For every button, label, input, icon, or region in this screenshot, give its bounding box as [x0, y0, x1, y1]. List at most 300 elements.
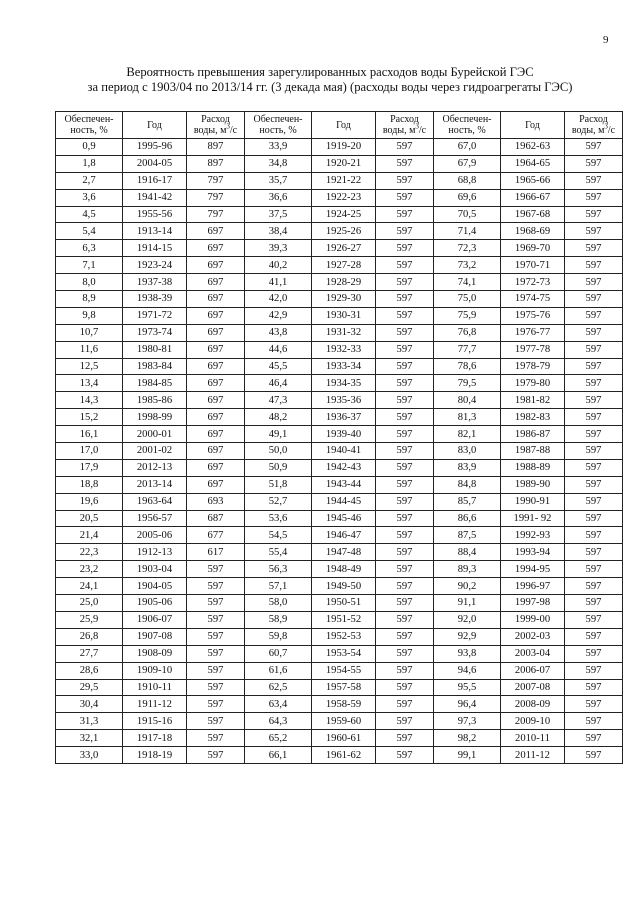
cell-flow: 597 [565, 223, 623, 240]
table-row [56, 662, 623, 679]
table-row [56, 206, 623, 223]
cell-flow: 597 [565, 595, 623, 612]
cell-probability: 33,9 [245, 139, 312, 156]
cell-year: 1904-05 [123, 578, 187, 595]
cell-flow: 597 [376, 611, 434, 628]
cell-year: 1926-27 [312, 240, 376, 257]
cell-year: 1971-72 [123, 307, 187, 324]
cell-probability: 61,6 [245, 662, 312, 679]
header-probability: Обеспечен- ность, % [56, 112, 123, 139]
cell-flow: 597 [565, 392, 623, 409]
cell-probability: 23,2 [56, 561, 123, 578]
cell-year: 1966-67 [501, 189, 565, 206]
cell-year: 1946-47 [312, 527, 376, 544]
cell-probability: 22,3 [56, 544, 123, 561]
cell-flow: 597 [187, 730, 245, 747]
cell-probability: 75,0 [434, 291, 501, 308]
cell-flow: 597 [187, 747, 245, 764]
cell-probability: 58,9 [245, 611, 312, 628]
cell-probability: 4,5 [56, 206, 123, 223]
probability-table [55, 111, 623, 764]
cell-flow: 697 [187, 240, 245, 257]
cell-probability: 53,6 [245, 510, 312, 527]
cell-probability: 50,9 [245, 459, 312, 476]
cell-probability: 85,7 [434, 493, 501, 510]
cell-year: 1984-85 [123, 375, 187, 392]
cell-flow: 597 [376, 561, 434, 578]
cell-year: 1934-35 [312, 375, 376, 392]
cell-probability: 15,2 [56, 409, 123, 426]
cell-probability: 33,0 [56, 747, 123, 764]
cell-probability: 7,1 [56, 257, 123, 274]
table-row [56, 713, 623, 730]
cell-flow: 597 [376, 206, 434, 223]
cell-flow: 597 [376, 662, 434, 679]
cell-probability: 58,0 [245, 595, 312, 612]
cell-year: 1990-91 [501, 493, 565, 510]
cell-flow: 597 [565, 172, 623, 189]
cell-year: 1982-83 [501, 409, 565, 426]
cell-flow: 597 [565, 561, 623, 578]
cell-flow: 597 [376, 459, 434, 476]
cell-year: 1999-00 [501, 611, 565, 628]
cell-probability: 71,4 [434, 223, 501, 240]
cell-probability: 97,3 [434, 713, 501, 730]
cell-probability: 55,4 [245, 544, 312, 561]
cell-probability: 67,0 [434, 139, 501, 156]
cell-flow: 597 [376, 645, 434, 662]
cell-flow: 797 [187, 189, 245, 206]
cell-year: 1931-32 [312, 324, 376, 341]
cell-year: 1939-40 [312, 426, 376, 443]
cell-flow: 597 [565, 747, 623, 764]
table-row [56, 443, 623, 460]
header-probability: Обеспечен- ность, % [434, 112, 501, 139]
cell-year: 1929-30 [312, 291, 376, 308]
cell-flow: 597 [565, 274, 623, 291]
cell-year: 2013-14 [123, 476, 187, 493]
cell-probability: 89,3 [434, 561, 501, 578]
cell-probability: 16,1 [56, 426, 123, 443]
cell-probability: 5,4 [56, 223, 123, 240]
cell-flow: 697 [187, 392, 245, 409]
cell-year: 1932-33 [312, 341, 376, 358]
cell-year: 1980-81 [123, 341, 187, 358]
cell-flow: 697 [187, 223, 245, 240]
cell-probability: 29,5 [56, 679, 123, 696]
cell-year: 1936-37 [312, 409, 376, 426]
cell-year: 1953-54 [312, 645, 376, 662]
cell-year: 1985-86 [123, 392, 187, 409]
table-row [56, 139, 623, 156]
cell-year: 1962-63 [501, 139, 565, 156]
cell-year: 1907-08 [123, 628, 187, 645]
cell-flow: 597 [565, 510, 623, 527]
cell-year: 1910-11 [123, 679, 187, 696]
cell-year: 1997-98 [501, 595, 565, 612]
cell-probability: 9,8 [56, 307, 123, 324]
cell-flow: 597 [376, 341, 434, 358]
cell-year: 1917-18 [123, 730, 187, 747]
cell-flow: 697 [187, 426, 245, 443]
cell-probability: 27,7 [56, 645, 123, 662]
cell-probability: 34,8 [245, 155, 312, 172]
cell-probability: 64,3 [245, 713, 312, 730]
table-row [56, 747, 623, 764]
cell-flow: 693 [187, 493, 245, 510]
cell-flow: 597 [565, 155, 623, 172]
cell-year: 1927-28 [312, 257, 376, 274]
cell-year: 1975-76 [501, 307, 565, 324]
cell-year: 1906-07 [123, 611, 187, 628]
cell-year: 1952-53 [312, 628, 376, 645]
cell-year: 2002-03 [501, 628, 565, 645]
cell-probability: 42,9 [245, 307, 312, 324]
cell-flow: 597 [565, 662, 623, 679]
cell-year: 1981-82 [501, 392, 565, 409]
cell-probability: 32,1 [56, 730, 123, 747]
cell-year: 1945-46 [312, 510, 376, 527]
cell-year: 1924-25 [312, 206, 376, 223]
cell-flow: 597 [187, 713, 245, 730]
cell-year: 1911-12 [123, 696, 187, 713]
cell-probability: 8,9 [56, 291, 123, 308]
cell-probability: 54,5 [245, 527, 312, 544]
cell-probability: 94,6 [434, 662, 501, 679]
cell-flow: 597 [376, 527, 434, 544]
cell-year: 1935-36 [312, 392, 376, 409]
cell-probability: 86,6 [434, 510, 501, 527]
cell-year: 1908-09 [123, 645, 187, 662]
cell-flow: 597 [187, 561, 245, 578]
cell-year: 1922-23 [312, 189, 376, 206]
cell-probability: 12,5 [56, 358, 123, 375]
cell-year: 2011-12 [501, 747, 565, 764]
cell-flow: 597 [187, 595, 245, 612]
cell-year: 1965-66 [501, 172, 565, 189]
cell-year: 1915-16 [123, 713, 187, 730]
cell-flow: 597 [376, 595, 434, 612]
cell-probability: 84,8 [434, 476, 501, 493]
table-header-row [56, 112, 623, 139]
cell-year: 1976-77 [501, 324, 565, 341]
cell-probability: 77,7 [434, 341, 501, 358]
cell-probability: 59,8 [245, 628, 312, 645]
cell-probability: 82,1 [434, 426, 501, 443]
cell-year: 1986-87 [501, 426, 565, 443]
cell-flow: 597 [565, 409, 623, 426]
cell-year: 2007-08 [501, 679, 565, 696]
cell-flow: 597 [376, 291, 434, 308]
cell-year: 2005-06 [123, 527, 187, 544]
cell-year: 2012-13 [123, 459, 187, 476]
cell-probability: 43,8 [245, 324, 312, 341]
cell-flow: 597 [565, 459, 623, 476]
cell-flow: 617 [187, 544, 245, 561]
cell-year: 2006-07 [501, 662, 565, 679]
cell-flow: 597 [187, 662, 245, 679]
cell-probability: 24,1 [56, 578, 123, 595]
cell-flow: 597 [565, 713, 623, 730]
cell-probability: 1,8 [56, 155, 123, 172]
table-row [56, 578, 623, 595]
cell-year: 1951-52 [312, 611, 376, 628]
cell-flow: 597 [376, 578, 434, 595]
cell-probability: 67,9 [434, 155, 501, 172]
table-row [56, 679, 623, 696]
cell-probability: 68,8 [434, 172, 501, 189]
cell-year: 1930-31 [312, 307, 376, 324]
cell-flow: 597 [376, 172, 434, 189]
cell-probability: 3,6 [56, 189, 123, 206]
cell-year: 1996-97 [501, 578, 565, 595]
cell-probability: 75,9 [434, 307, 501, 324]
cell-probability: 20,5 [56, 510, 123, 527]
cell-flow: 597 [187, 628, 245, 645]
cell-year: 1991- 92 [501, 510, 565, 527]
cell-probability: 83,9 [434, 459, 501, 476]
cell-year: 1998-99 [123, 409, 187, 426]
cell-probability: 79,5 [434, 375, 501, 392]
header-flow: Расход воды, $м^3/с$ [376, 112, 434, 139]
cell-flow: 697 [187, 409, 245, 426]
cell-year: 1987-88 [501, 443, 565, 460]
cell-flow: 597 [565, 375, 623, 392]
cell-probability: 60,7 [245, 645, 312, 662]
cell-flow: 597 [565, 189, 623, 206]
cell-probability: 72,3 [434, 240, 501, 257]
cell-year: 1913-14 [123, 223, 187, 240]
cell-flow: 597 [565, 341, 623, 358]
cell-probability: 21,4 [56, 527, 123, 544]
cell-flow: 597 [565, 476, 623, 493]
cell-year: 1983-84 [123, 358, 187, 375]
cell-probability: 30,4 [56, 696, 123, 713]
cell-flow: 597 [376, 409, 434, 426]
cell-year: 1903-04 [123, 561, 187, 578]
table-row [56, 392, 623, 409]
cell-year: 1967-68 [501, 206, 565, 223]
cell-flow: 597 [376, 713, 434, 730]
cell-year: 1995-96 [123, 139, 187, 156]
title-line-1: Вероятность превышения зарегулированных расходов воды Бурейской ГЭС [126, 65, 534, 79]
cell-flow: 697 [187, 324, 245, 341]
cell-year: 1916-17 [123, 172, 187, 189]
cell-probability: 41,1 [245, 274, 312, 291]
cell-flow: 597 [376, 443, 434, 460]
cell-flow: 597 [376, 679, 434, 696]
cell-flow: 597 [376, 257, 434, 274]
cell-flow: 597 [565, 324, 623, 341]
cell-flow: 597 [565, 611, 623, 628]
cell-probability: 96,4 [434, 696, 501, 713]
cell-flow: 597 [376, 139, 434, 156]
cell-flow: 597 [187, 578, 245, 595]
cell-flow: 597 [565, 696, 623, 713]
cell-flow: 687 [187, 510, 245, 527]
table-row [56, 291, 623, 308]
cell-flow: 597 [376, 223, 434, 240]
cell-year: 1978-79 [501, 358, 565, 375]
cell-year: 1956-57 [123, 510, 187, 527]
cell-year: 1919-20 [312, 139, 376, 156]
cell-year: 1909-10 [123, 662, 187, 679]
cell-flow: 597 [376, 696, 434, 713]
cell-flow: 697 [187, 257, 245, 274]
cell-flow: 597 [376, 747, 434, 764]
cell-year: 1943-44 [312, 476, 376, 493]
cell-flow: 597 [565, 358, 623, 375]
cell-probability: 99,1 [434, 747, 501, 764]
header-year: Год [312, 112, 376, 139]
cell-year: 1957-58 [312, 679, 376, 696]
table-body [56, 139, 623, 764]
cell-flow: 697 [187, 358, 245, 375]
cell-year: 1964-65 [501, 155, 565, 172]
cell-probability: 93,8 [434, 645, 501, 662]
cell-flow: 597 [376, 274, 434, 291]
cell-probability: 19,6 [56, 493, 123, 510]
cell-probability: 44,6 [245, 341, 312, 358]
cell-flow: 597 [187, 679, 245, 696]
cell-probability: 74,1 [434, 274, 501, 291]
cell-flow: 597 [376, 493, 434, 510]
cell-flow: 897 [187, 155, 245, 172]
cell-probability: 91,1 [434, 595, 501, 612]
cell-year: 1948-49 [312, 561, 376, 578]
table-row [56, 696, 623, 713]
table-row [56, 409, 623, 426]
cell-year: 1918-19 [123, 747, 187, 764]
cell-probability: 45,5 [245, 358, 312, 375]
cell-probability: 36,6 [245, 189, 312, 206]
cell-probability: 92,9 [434, 628, 501, 645]
table-row [56, 595, 623, 612]
cell-flow: 597 [376, 392, 434, 409]
cell-flow: 597 [565, 240, 623, 257]
table-row [56, 358, 623, 375]
cell-flow: 697 [187, 291, 245, 308]
table-row [56, 307, 623, 324]
cell-probability: 17,0 [56, 443, 123, 460]
cell-probability: 26,8 [56, 628, 123, 645]
cell-flow: 597 [565, 206, 623, 223]
cell-year: 1937-38 [123, 274, 187, 291]
cell-year: 1940-41 [312, 443, 376, 460]
cell-year: 1942-43 [312, 459, 376, 476]
table-row [56, 476, 623, 493]
cell-flow: 597 [376, 155, 434, 172]
cell-flow: 597 [565, 426, 623, 443]
table-row [56, 628, 623, 645]
cell-probability: 52,7 [245, 493, 312, 510]
cell-year: 1925-26 [312, 223, 376, 240]
cell-flow: 697 [187, 341, 245, 358]
cell-flow: 677 [187, 527, 245, 544]
page-number: 9 [603, 34, 609, 46]
cell-probability: 70,5 [434, 206, 501, 223]
table-row [56, 510, 623, 527]
page-title [60, 65, 600, 95]
cell-probability: 66,1 [245, 747, 312, 764]
cell-probability: 46,4 [245, 375, 312, 392]
cell-probability: 50,0 [245, 443, 312, 460]
header-year: Год [123, 112, 187, 139]
cell-year: 1961-62 [312, 747, 376, 764]
cell-year: 1920-21 [312, 155, 376, 172]
table-row [56, 375, 623, 392]
cell-flow: 597 [565, 628, 623, 645]
table-row [56, 730, 623, 747]
cell-flow: 597 [565, 443, 623, 460]
header-year: Год [501, 112, 565, 139]
cell-flow: 697 [187, 274, 245, 291]
cell-flow: 897 [187, 139, 245, 156]
cell-year: 1949-50 [312, 578, 376, 595]
cell-probability: 73,2 [434, 257, 501, 274]
cell-year: 2004-05 [123, 155, 187, 172]
cell-probability: 25,0 [56, 595, 123, 612]
cell-probability: 95,5 [434, 679, 501, 696]
cell-probability: 49,1 [245, 426, 312, 443]
table-row [56, 527, 623, 544]
cell-flow: 597 [376, 544, 434, 561]
cell-flow: 797 [187, 206, 245, 223]
cell-year: 1972-73 [501, 274, 565, 291]
cell-flow: 597 [376, 510, 434, 527]
cell-year: 2009-10 [501, 713, 565, 730]
cell-year: 1914-15 [123, 240, 187, 257]
cell-probability: 47,3 [245, 392, 312, 409]
cell-year: 1912-13 [123, 544, 187, 561]
cell-year: 1973-74 [123, 324, 187, 341]
cell-flow: 597 [376, 189, 434, 206]
cell-year: 1992-93 [501, 527, 565, 544]
table-row [56, 544, 623, 561]
cell-probability: 0,9 [56, 139, 123, 156]
cell-probability: 98,2 [434, 730, 501, 747]
cell-probability: 92,0 [434, 611, 501, 628]
table-row [56, 611, 623, 628]
table-row [56, 459, 623, 476]
cell-probability: 81,3 [434, 409, 501, 426]
cell-flow: 597 [376, 307, 434, 324]
cell-year: 1955-56 [123, 206, 187, 223]
cell-flow: 597 [187, 696, 245, 713]
cell-probability: 80,4 [434, 392, 501, 409]
cell-year: 1969-70 [501, 240, 565, 257]
cell-probability: 28,6 [56, 662, 123, 679]
cell-flow: 597 [376, 730, 434, 747]
cell-year: 1963-64 [123, 493, 187, 510]
cell-year: 1960-61 [312, 730, 376, 747]
cell-flow: 797 [187, 172, 245, 189]
cell-probability: 18,8 [56, 476, 123, 493]
cell-flow: 597 [187, 645, 245, 662]
cell-probability: 6,3 [56, 240, 123, 257]
cell-flow: 697 [187, 459, 245, 476]
cell-year: 1974-75 [501, 291, 565, 308]
table-row [56, 189, 623, 206]
table-row [56, 274, 623, 291]
cell-flow: 597 [565, 291, 623, 308]
cell-flow: 597 [376, 324, 434, 341]
cell-year: 1954-55 [312, 662, 376, 679]
cell-probability: 63,4 [245, 696, 312, 713]
cell-probability: 65,2 [245, 730, 312, 747]
cell-year: 1944-45 [312, 493, 376, 510]
cell-flow: 597 [565, 679, 623, 696]
